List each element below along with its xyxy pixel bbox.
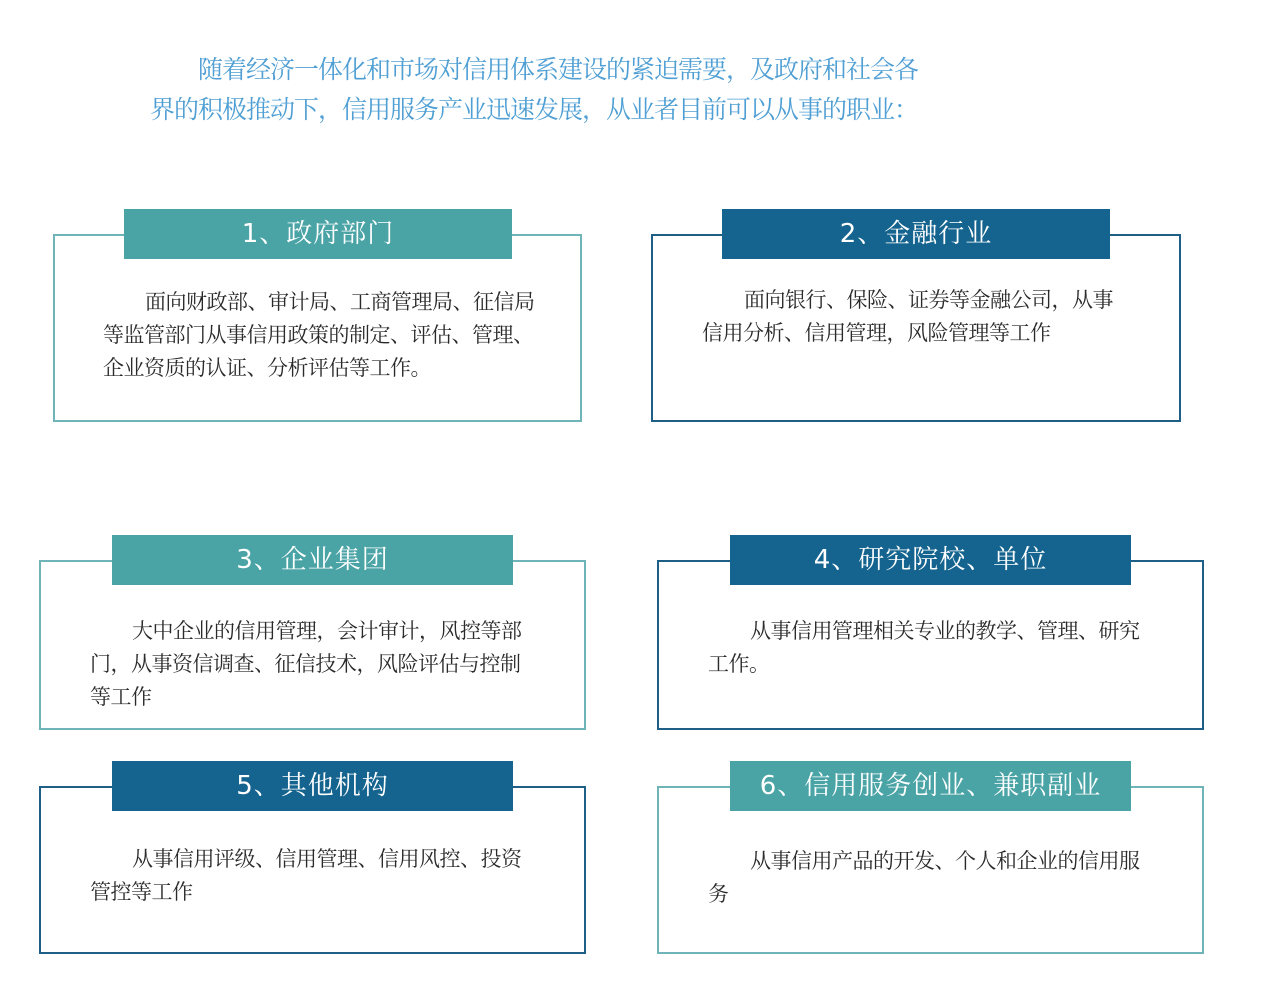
card-enterprise-body: 大中企业的信用管理，会计审计，风控等部门，从事资信调查、征信技术，风险评估与控制等工作 (90, 619, 522, 709)
card-enterprise-title: 3、企业集团 (112, 535, 513, 585)
card-government-body: 面向财政部、审计局、工商管理局、征信局等监管部门从事信用政策的制定、评估、管理、企业资质的认证、分析评估等工作。 (103, 290, 535, 380)
card-research-title: 4、研究院校、单位 (730, 535, 1131, 585)
card-research-body: 从事信用管理相关专业的教学、管理、研究工作。 (708, 619, 1140, 676)
intro-text (150, 50, 970, 130)
card-government-title: 1、政府部门 (124, 209, 512, 259)
card-other-title: 5、其他机构 (112, 761, 513, 811)
card-startup-title: 6、信用服务创业、兼职副业 (730, 761, 1131, 811)
intro-line-1: 随着经济一体化和市场对信用体系建设的紧迫需要，及政府和社会各 (198, 55, 919, 84)
intro-line-2: 界的积极推动下，信用服务产业迅速发展，从业者目前可以从事的职业： (150, 95, 919, 124)
card-other-body: 从事信用评级、信用管理、信用风控、投资管控等工作 (90, 847, 522, 904)
card-finance-title: 2、金融行业 (722, 209, 1110, 259)
card-finance-body: 面向银行、保险、证券等金融公司，从事信用分析、信用管理，风险管理等工作 (702, 288, 1113, 345)
card-startup-body: 从事信用产品的开发、个人和企业的信用服务 (708, 849, 1140, 906)
